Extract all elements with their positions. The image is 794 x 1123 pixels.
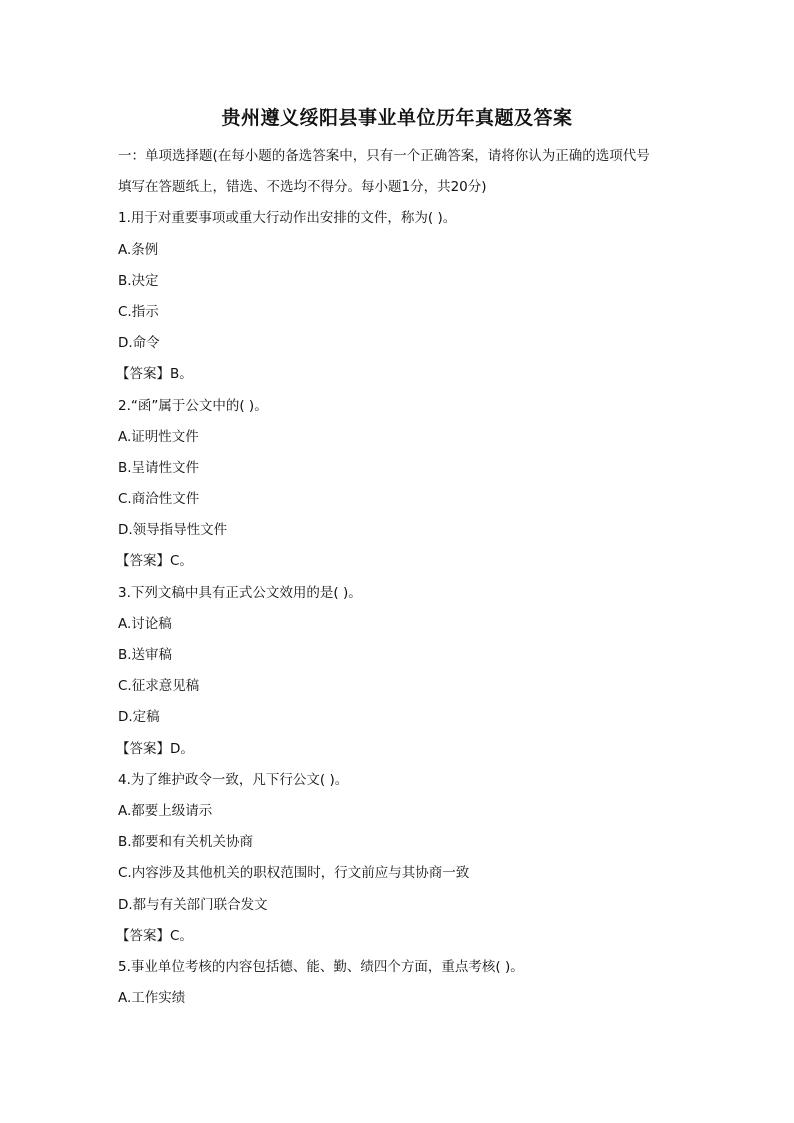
question-option: C.内容涉及其他机关的职权范围时，行文前应与其协商一致: [118, 865, 470, 882]
document-body: [118, 141, 684, 1014]
question-block: [118, 952, 684, 1014]
question-option: C.商洽性文件: [118, 491, 200, 508]
question-block: [118, 765, 684, 952]
question-option: D.命令: [118, 335, 160, 352]
question-option: B.送审稿: [118, 647, 173, 663]
question-option: B.决定: [118, 272, 159, 289]
question-option: D.定稿: [118, 709, 160, 726]
section-intro: [118, 141, 684, 203]
answer-line: 【答案】C。: [116, 553, 193, 570]
page-title: 贵州遵义绥阳县事业单位历年真题及答案: [221, 107, 573, 129]
question-option: A.都要上级请示: [118, 802, 213, 819]
question-option: B.都要和有关机关协商: [118, 834, 254, 851]
question-option: A.工作实绩: [118, 990, 186, 1007]
question-option: A.条例: [118, 241, 159, 258]
question-option: C.征求意见稿: [118, 678, 200, 695]
question-option: D.都与有关部门联合发文: [118, 896, 268, 913]
question-option: A.讨论稿: [118, 615, 172, 632]
question-stem: 5.事业单位考核的内容包括德、能、勤、绩四个方面，重点考核( )。: [118, 958, 524, 975]
question-block: [118, 578, 684, 765]
question-block: [118, 391, 684, 578]
question-option: B.呈请性文件: [118, 459, 200, 476]
answer-line: 【答案】B。: [116, 366, 193, 383]
question-stem: 4.为了维护政令一致，凡下行公文( )。: [118, 771, 349, 788]
intro-line: 填写在答题纸上，错选、不选均不得分。每小题1分，共20分): [118, 179, 487, 196]
question-option: D.领导指导性文件: [118, 522, 228, 539]
question-stem: 2.“函”属于公文中的( )。: [118, 397, 268, 414]
question-block: [118, 203, 684, 390]
answer-line: 【答案】D。: [116, 740, 194, 757]
question-stem: 1.用于对重要事项或重大行动作出安排的文件，称为( )。: [118, 210, 457, 227]
question-stem: 3.下列文稿中具有正式公文效用的是( )。: [118, 584, 362, 601]
question-option: A.证明性文件: [118, 428, 199, 445]
answer-line: 【答案】C。: [116, 927, 193, 944]
intro-line: 一：单项选择题(在每小题的备选答案中，只有一个正确答案，请将你认为正确的选项代号: [118, 148, 650, 164]
question-option: C.指示: [118, 303, 159, 320]
